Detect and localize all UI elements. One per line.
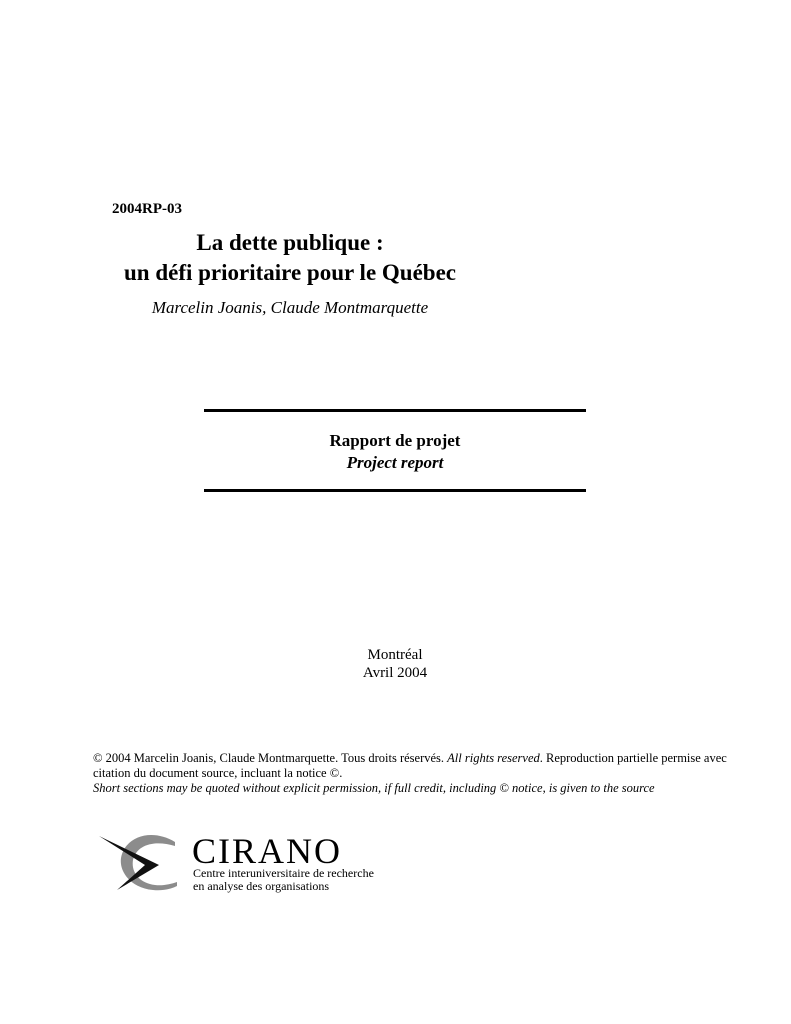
copyright-notice [93, 751, 733, 796]
document-title [100, 228, 480, 288]
copyright-part-2: All rights reserved [447, 751, 540, 765]
report-type-fr: Rapport de projet [329, 431, 461, 450]
authors: Marcelin Joanis, Claude Montmarquette [151, 298, 429, 317]
place-date [204, 646, 586, 682]
report-number: 2004RP-03 [112, 201, 182, 217]
logo-subtitle-line-2: en analyse des organisations [193, 879, 330, 893]
copyright-fr [93, 751, 733, 781]
copyright-en: Short sections may be quoted without explicit permission, if full credit, including © notice, is given to the source [93, 781, 655, 795]
title-line-2: un défi prioritaire pour le Québec [124, 260, 456, 285]
copyright-part-1: © 2004 Marcelin Joanis, Claude Montmarquette. Tous droits réservés. [93, 751, 448, 765]
place: Montréal [367, 647, 423, 663]
report-type-en: Project report [346, 453, 444, 472]
top-divider [204, 409, 586, 412]
date: Avril 2004 [362, 665, 428, 681]
report-type [204, 430, 586, 474]
copyright-part-3: . Reproduction partielle permise avec citation du document source, incluant la notice ©. [93, 751, 727, 780]
bottom-divider [204, 489, 586, 492]
cirano-logo-name: CIRANO [192, 831, 343, 871]
logo-subtitle-line-1: Centre interuniversitaire de recherche [193, 866, 374, 880]
cirano-logo-subtitle [193, 867, 374, 893]
cirano-c-arrow-mark-icon [97, 832, 197, 894]
title-line-1: La dette publique : [196, 230, 384, 255]
